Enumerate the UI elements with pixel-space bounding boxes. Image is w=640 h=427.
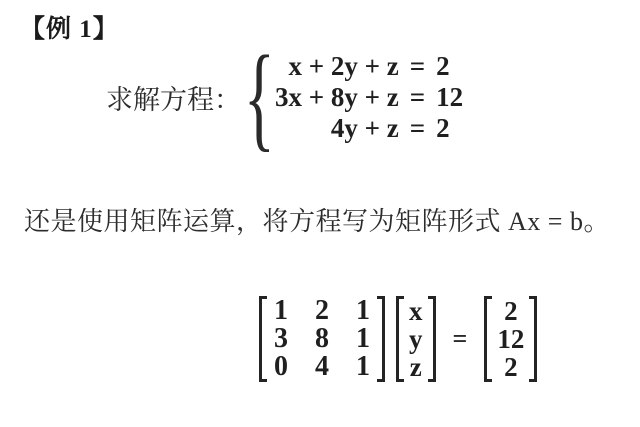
matrix-cell: 3 (274, 323, 288, 354)
matrix-cell: 1 (356, 323, 370, 354)
matrix-cell: 1 (274, 295, 288, 326)
equation-1-rhs: 2 (436, 50, 450, 81)
system-brace (243, 31, 275, 162)
right-bracket (428, 296, 436, 382)
equation-3-lhs: 4y + z (330, 112, 399, 143)
equation-system-block (106, 31, 464, 162)
equals-sign: = (452, 324, 468, 353)
equation-3-equals: = (409, 112, 426, 143)
left-brace-glyph: { (243, 31, 275, 162)
matrix-cell: 2 (315, 295, 329, 326)
equation-2-lhs: 3x + 8y + z (275, 81, 399, 112)
equation-2-equals: = (409, 81, 426, 112)
equation-1-lhs: x + 2y + z (288, 50, 399, 81)
vector-b-cells (492, 296, 529, 382)
equation-3-rhs: 2 (436, 112, 450, 143)
left-bracket (259, 296, 267, 382)
matrix-cell: 4 (315, 351, 329, 382)
right-bracket (377, 296, 385, 382)
equation-1-equals: = (409, 50, 426, 81)
left-bracket (396, 296, 404, 382)
left-bracket (484, 296, 492, 382)
solve-equation-label: 求解方程： (106, 84, 241, 115)
matrix-cell: 1 (356, 351, 370, 382)
equation-system (275, 51, 463, 144)
vector-cell: 2 (504, 352, 518, 382)
example-title: 【例 1】 (20, 16, 119, 43)
vector-b (484, 296, 537, 382)
vector-x (396, 296, 436, 382)
vector-cell: 12 (497, 324, 525, 354)
vector-cell: 2 (504, 296, 518, 326)
matrix-cell: 1 (356, 295, 370, 326)
matrix-cell: 8 (315, 323, 329, 354)
vector-cell: z (409, 352, 422, 382)
vector-x-cells (404, 296, 428, 382)
right-bracket (529, 296, 537, 382)
matrix-equation (259, 296, 537, 382)
explanation-sentence: 还是使用矩阵运算，将方程写为矩阵形式 Ax = b。 (24, 207, 610, 236)
matrix-cell: 0 (274, 351, 288, 382)
explanation-text (24, 201, 610, 238)
equation-2-rhs: 12 (436, 81, 464, 112)
vector-cell: y (409, 324, 423, 354)
matrix-A (259, 296, 385, 382)
matrix-A-cells (267, 296, 377, 382)
vector-cell: x (409, 296, 423, 326)
